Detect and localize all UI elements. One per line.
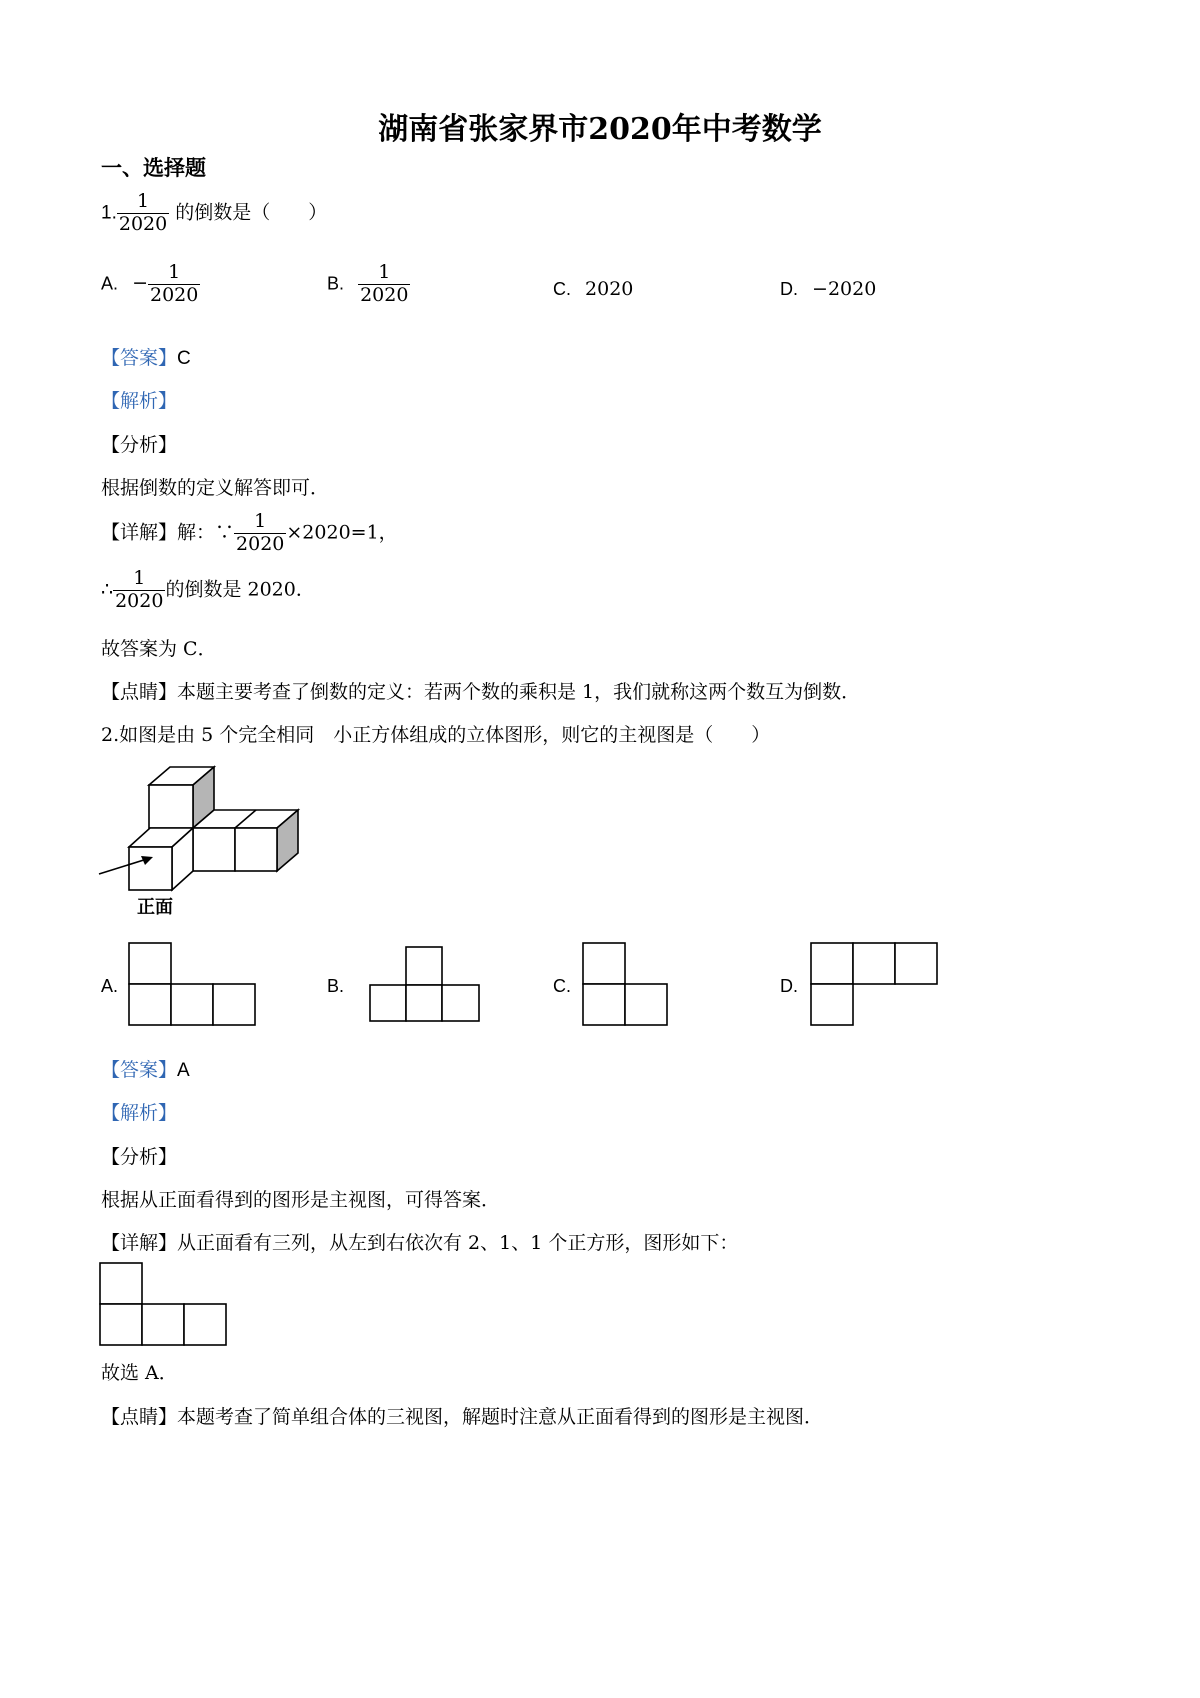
q1-xiangjie-head: 解：∵ — [177, 521, 235, 544]
q1-number: 1. — [101, 202, 117, 224]
q2-fenxi-text: 根据从正面看得到的图形是主视图，可得答案． — [101, 1189, 501, 1211]
q2-answer-cell — [184, 1304, 226, 1345]
q1-xiangjie-num: 1 — [254, 510, 267, 532]
q2-b-cell — [406, 985, 442, 1021]
q2-stem: 2.如图是由 5 个完全相同 小正方体组成的立体图形，则它的主视图是（ ） — [101, 724, 771, 746]
q1-conclusion: 故答案为 C． — [101, 638, 217, 660]
q1-therefore-den: 2020 — [115, 589, 164, 612]
q2-d-cell — [811, 984, 853, 1025]
q1-xiangjie — [101, 511, 398, 556]
q1-option-a — [101, 262, 200, 307]
q1-therefore-num: 1 — [133, 567, 146, 589]
cube-solid-figure — [95, 765, 315, 925]
page-title: 湖南省张家界市2020年中考数学 — [378, 112, 822, 147]
q2-option-d-figure — [810, 942, 940, 1028]
q1-option-a-num: 1 — [168, 261, 181, 283]
q1-stem — [101, 191, 327, 236]
q1-option-c-value: 2020 — [585, 278, 634, 300]
q2-c-cell — [583, 984, 625, 1025]
q1-therefore-symbol: ∴ — [101, 578, 114, 601]
q1-stem-tail: 的倒数是（ ） — [175, 201, 328, 224]
q1-dianjing-tag: 【点睛】 — [101, 681, 178, 703]
q1-option-c — [553, 278, 633, 300]
q1-answer-tag: 【答案】 — [101, 347, 178, 369]
q1-xiangjie-den: 2020 — [236, 532, 285, 555]
q2-a-cell — [129, 943, 171, 984]
q2-c-cell — [583, 943, 625, 984]
q2-c-cell — [625, 984, 667, 1025]
q2-answer-figure — [99, 1262, 229, 1348]
q2-option-a-label: A. — [101, 976, 119, 996]
q1-xiangjie-tag: 【详解】 — [101, 521, 178, 544]
back-row-front-face-2 — [235, 828, 277, 871]
q2-jiexi-tag: 【解析】 — [101, 1102, 178, 1124]
q2-b-cell — [406, 947, 442, 985]
q2-d-cell — [853, 943, 895, 984]
q2-d-cell — [895, 943, 937, 984]
q1-frac-num: 1 — [136, 190, 150, 212]
q1-option-a-den: 2020 — [149, 283, 199, 306]
q1-therefore-fraction — [113, 568, 165, 613]
q2-option-a-figure — [128, 942, 258, 1028]
q1-option-b-label: B. — [327, 273, 345, 294]
q1-fenxi-tag: 【分析】 — [101, 434, 178, 456]
q2-answer-tag: 【答案】 — [101, 1059, 178, 1081]
q2-dianjing-text: 本题考查了简单组合体的三视图，解题时注意从正面看得到的图形是主视图． — [177, 1406, 824, 1428]
q1-option-b — [327, 262, 410, 307]
q1-therefore — [101, 568, 315, 613]
q2-answer — [101, 1055, 190, 1082]
q1-answer — [101, 343, 191, 370]
q2-option-d-label: D. — [780, 976, 798, 996]
q1-therefore-tail: 的倒数是 2020． — [165, 578, 315, 601]
q1-option-b-num: 1 — [378, 261, 391, 283]
q2-a-cell — [129, 984, 171, 1025]
q1-xiangjie-tail: ×2020=1， — [286, 521, 398, 544]
q2-option-b-label: B. — [327, 976, 345, 996]
q1-answer-value: C — [177, 348, 191, 369]
q2-fenxi-tag: 【分析】 — [101, 1146, 178, 1168]
q1-fenxi-text: 根据倒数的定义解答即可． — [101, 477, 330, 499]
q1-dianjing — [101, 677, 860, 704]
q2-option-c-label: C. — [553, 976, 571, 996]
q2-answer-cell — [142, 1304, 184, 1345]
q2-xiangjie — [101, 1228, 738, 1255]
q2-xiangjie-tag: 【详解】 — [101, 1232, 178, 1254]
q2-option-b-figure — [369, 946, 483, 1024]
q1-option-d — [780, 278, 876, 300]
q2-a-cell — [213, 984, 255, 1025]
q2-answer-cell — [100, 1263, 142, 1304]
q1-option-b-den: 2020 — [360, 283, 409, 306]
q1-option-a-sign: − — [132, 272, 148, 295]
q1-option-a-label: A. — [101, 273, 119, 294]
q1-jiexi-tag: 【解析】 — [101, 390, 178, 412]
front-label: 正面 — [137, 897, 173, 917]
q1-option-d-value: −2020 — [812, 278, 877, 300]
q1-option-b-fraction — [358, 262, 410, 307]
q1-option-d-label: D. — [780, 279, 798, 299]
q1-frac-den: 2020 — [118, 212, 168, 235]
q1-option-a-fraction — [148, 262, 200, 307]
q2-dianjing-tag: 【点睛】 — [101, 1406, 178, 1428]
q2-d-cell — [811, 943, 853, 984]
top-cube-front-face — [149, 785, 193, 828]
q2-answer-value: A — [177, 1060, 190, 1081]
q1-option-c-label: C. — [553, 279, 571, 299]
section-heading: 一、选择题 — [101, 155, 206, 180]
front-cube-front-face — [129, 847, 172, 890]
q2-answer-cell — [100, 1304, 142, 1345]
q2-xiangjie-text: 从正面看有三列，从左到右依次有 2、1、1 个正方形，图形如下： — [177, 1232, 739, 1254]
q2-option-c-figure — [582, 942, 672, 1028]
q1-xiangjie-fraction — [234, 511, 286, 556]
q2-b-cell — [370, 985, 406, 1021]
q2-a-cell — [171, 984, 213, 1025]
q2-conclusion: 故选 A． — [101, 1362, 178, 1384]
q2-dianjing — [101, 1402, 823, 1429]
q1-dianjing-text: 本题主要考查了倒数的定义：若两个数的乘积是 1，我们就称这两个数互为倒数． — [177, 681, 861, 703]
back-row-front-face-1 — [193, 828, 235, 871]
q2-b-cell — [442, 985, 479, 1021]
q1-fraction — [117, 191, 169, 236]
